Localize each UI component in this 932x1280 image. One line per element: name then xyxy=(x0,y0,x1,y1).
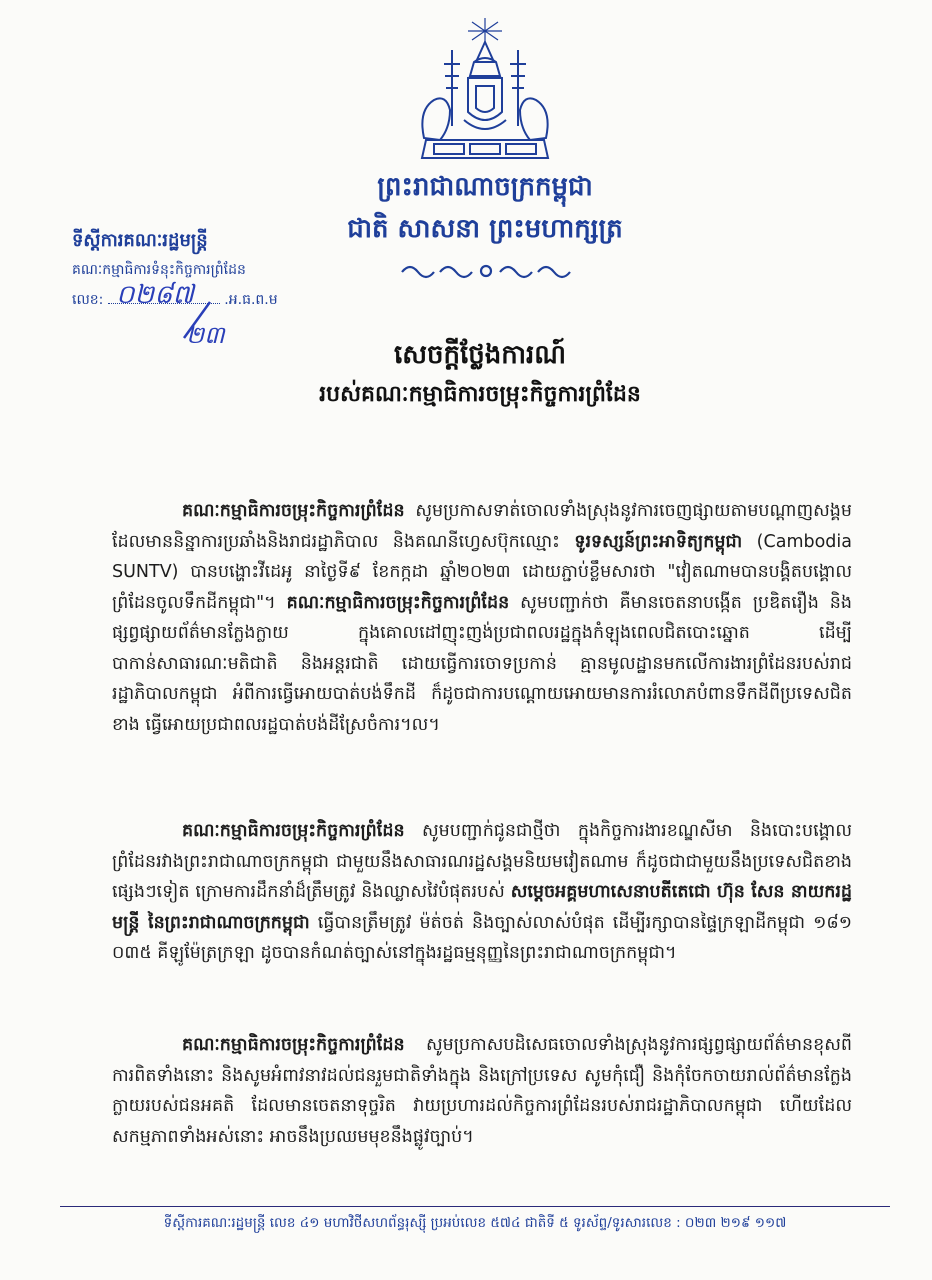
handwritten-reference-year: ២៣ xyxy=(186,321,225,349)
paragraph-3-text-a: សូមប្រកាសបដិសេធចោលទាំងស្រុងនូវការផ្សព្វផ្សាយព័ត៌មានខុសពីការពិតទាំងនោះ និងសូមអំពាវនាវដល់ជនរួមជាតិទាំងក្នុង និងក្រៅប្រទេស សូមកុំជឿ និងកុំចែកចាយរាល់ព័ត៌មានក្លែងក្លាយរបស់ជនអគតិ ដែលមានចេតនាទុច្ចរិត វាយប្រហារដល់កិច្ចការព្រំដែនរបស់រាជរដ្ឋាភិបាលកម្ពុជា ហើយដែលសកម្មភាពទាំងអស់នោះ អាចនឹងប្រឈមមុខនឹងផ្លូវច្បាប់។ xyxy=(112,1035,852,1147)
paragraph-1-lead-2: គណៈកម្មាធិការចម្រុះកិច្ចការព្រំដែន xyxy=(286,592,510,613)
paragraph-2-text-b: ធ្វើបានត្រឹមត្រូវ ម៉ត់ចត់ និងច្បាស់លាស់បំផុត ដើម្បីរក្សាបានផ្ទៃក្រឡាដីកម្ពុជា ១៨១ ០៣៥ គីឡូម៉ែត្រក្រឡា ដូចបានកំណត់ច្បាស់នៅក្នុងរដ្ឋធម្មនុញ្ញនៃព្រះរាជាណាចក្រកម្ពុជា។ xyxy=(112,912,852,963)
kingdom-name: ព្រះរាជាណាចក្រកម្ពុជា xyxy=(377,172,593,202)
handwritten-reference-number: ០២៨៧ xyxy=(116,280,194,310)
paragraph-1-text-b: (Cambodia SUNTV) បានបង្ហោះវីដេអូ នាថ្ងៃទី៩ ខែកក្កដា ឆ្នាំ២០២៣ ដោយភ្ជាប់ខ្លឹមសារថា "វៀតណាមបានបង្គិតបង្គោលព្រំដែនចូលទឹកដីកម្ពុជា"។ xyxy=(112,531,852,613)
paragraph-1-tv-name: ទូរទស្សន៍ព្រះអាទិត្យកម្ពុជា xyxy=(574,531,743,552)
national-motto: ជាតិ សាសនា ព្រះមហាក្សត្រ xyxy=(347,214,623,244)
footer-address: ទីស្ដីការគណៈរដ្ឋមន្ត្រី លេខ ៤១ មហាវិថីសហព័ន្ធរុស្ស៊ី ប្រអប់លេខ ៥៧៤ ជាតិទី ៥ ទូរស័ព្ទ/ទូរសារលេខ : ០២៣ ២១៩ ១១៧ xyxy=(163,1215,787,1231)
office-name: ទីស្ដីការគណៈរដ្ឋមន្ត្រី xyxy=(72,230,208,251)
document-title: សេចក្តីថ្លែងការណ៍ xyxy=(393,340,567,370)
paragraph-2-text-a: សូមបញ្ជាក់ជូនជាថ្មីថា ក្នុងកិច្ចការងារខណ្ឌសីមា និងបោះបង្គោលព្រំដែនរវាងព្រះរាជាណាចក្រកម្ពុជា ជាមួយនឹងសាធារណរដ្ឋសង្គមនិយមវៀតណាម ក៏ដូចជាជាមួយនឹងប្រទេសជិតខាងផ្សេងៗទៀត ក្រោមការដឹកនាំដ៏ត្រឹមត្រូវ និងឈ្លាសវៃបំផុតរបស់ xyxy=(112,821,852,902)
reference-prefix: លេខ: xyxy=(72,292,104,308)
decorative-flourish-ornament xyxy=(396,258,576,284)
department-name: គណៈកម្មាធិការទំនុះកិច្ចការព្រំដែន xyxy=(72,262,246,278)
reference-suffix: .អ.ធ.ព.ម xyxy=(224,292,278,308)
paragraph-1-text-c: សូមបញ្ជាក់ថា គឺមានចេតនាបង្កើត ប្រឌិតរឿង និងផ្សព្វផ្សាយព័ត៌មានក្លែងក្លាយ ក្នុងគោលដៅញុះញង់ប្រជាពលរដ្ឋក្នុងកំឡុងពេលជិតបោះឆ្នោត ដើម្បីបាកាន់សាធារណៈមតិជាតិ និងអន្តរជាតិ ដោយធ្វើការចោទប្រកាន់ គ្មានមូលដ្ឋានមកលើការងារព្រំដែនរបស់រាជរដ្ឋាភិបាលកម្ពុជា អំពីការធ្វើអោយបាត់បង់ទឹកដី ក៏ដូចជាការបណ្ដោយអោយមានការរំលោភបំពានទឹកដីពីប្រទេសជិតខាង ធ្វើអោយប្រជាពលរដ្ឋបាត់បង់ដីស្រែចំការ។ល។ xyxy=(112,592,853,735)
paragraph-1 xyxy=(112,496,852,740)
paragraph-1-lead: គណៈកម្មាធិការចម្រុះកិច្ចការព្រំដែន xyxy=(182,501,405,521)
paragraph-3-lead: គណៈកម្មាធិការចម្រុះកិច្ចការព្រំដែន xyxy=(182,1035,405,1055)
footer-divider xyxy=(60,1206,890,1207)
paragraph-2-prime-minister: សម្ដេចអគ្គមហាសេនាបតីតេជោ ហ៊ុន សែន នាយករដ្ឋមន្ត្រី នៃព្រះរាជាណាចក្រកម្ពុជា xyxy=(112,882,852,933)
paragraph-1-text-a: សូមប្រកាសទាត់ចោលទាំងស្រុងនូវការចេញផ្សាយតាមបណ្ដាញសង្គមដែលមាននិន្នាការប្រឆាំងនិងរាជរដ្ឋាភិបាល និងគណនីហ្វេសប៊ុកឈ្មោះ xyxy=(112,501,852,552)
paragraph-2 xyxy=(112,816,852,969)
paragraph-3 xyxy=(112,1030,852,1152)
paragraph-2-lead: គណៈកម្មាធិការចម្រុះកិច្ចការព្រំដែន xyxy=(182,821,405,841)
document-subtitle: របស់គណៈកម្មាធិការចម្រុះកិច្ចការព្រំដែន xyxy=(319,382,641,407)
royal-coat-of-arms-emblem xyxy=(404,14,566,164)
